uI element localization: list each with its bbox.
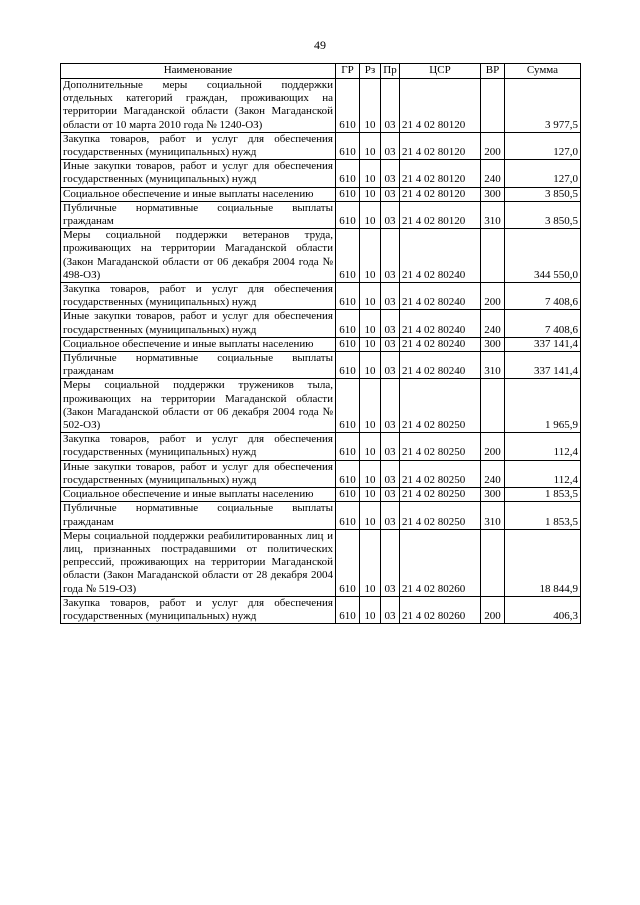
cell-pr: 03 bbox=[381, 187, 400, 201]
cell-csr: 21 4 02 80250 bbox=[400, 502, 481, 529]
cell-name: Публичные нормативные социальные выплаты гражданам bbox=[61, 201, 336, 228]
cell-name: Социальное обеспечение и иные выплаты населению bbox=[61, 187, 336, 201]
header-row bbox=[61, 64, 581, 79]
cell-vr: 200 bbox=[481, 596, 505, 623]
cell-name: Меры социальной поддержки тружеников тыла, проживающих на территории Магаданской области (Закон Магаданской области от 06 декабря 2004 года № 502-ОЗ) bbox=[61, 379, 336, 433]
header-gr: ГР bbox=[336, 64, 360, 79]
cell-rz: 10 bbox=[360, 379, 381, 433]
cell-name: Социальное обеспечение и иные выплаты населению bbox=[61, 488, 336, 502]
table-row bbox=[61, 379, 581, 433]
cell-pr: 03 bbox=[381, 201, 400, 228]
cell-sum: 112,4 bbox=[505, 433, 581, 460]
cell-name: Социальное обеспечение и иные выплаты населению bbox=[61, 337, 336, 351]
cell-rz: 10 bbox=[360, 433, 381, 460]
cell-sum: 1 853,5 bbox=[505, 488, 581, 502]
cell-name: Закупка товаров, работ и услуг для обеспечения государственных (муниципальных) нужд bbox=[61, 132, 336, 159]
cell-csr: 21 4 02 80240 bbox=[400, 229, 481, 283]
cell-gr: 610 bbox=[336, 460, 360, 487]
cell-pr: 03 bbox=[381, 596, 400, 623]
cell-pr: 03 bbox=[381, 502, 400, 529]
cell-vr: 200 bbox=[481, 283, 505, 310]
cell-name: Меры социальной поддержки ветеранов труда, проживающих на территории Магаданской области (Закон Магаданской области от 06 декабря 2004 года № 498-ОЗ) bbox=[61, 229, 336, 283]
cell-name: Иные закупки товаров, работ и услуг для обеспечения государственных (муниципальных) нужд bbox=[61, 460, 336, 487]
cell-sum: 1 965,9 bbox=[505, 379, 581, 433]
budget-table bbox=[60, 63, 581, 624]
cell-csr: 21 4 02 80250 bbox=[400, 488, 481, 502]
cell-name: Публичные нормативные социальные выплаты гражданам bbox=[61, 502, 336, 529]
cell-rz: 10 bbox=[360, 596, 381, 623]
cell-gr: 610 bbox=[336, 596, 360, 623]
cell-vr: 300 bbox=[481, 337, 505, 351]
cell-rz: 10 bbox=[360, 352, 381, 379]
cell-name: Закупка товаров, работ и услуг для обеспечения государственных (муниципальных) нужд bbox=[61, 433, 336, 460]
cell-vr bbox=[481, 379, 505, 433]
cell-sum: 3 977,5 bbox=[505, 79, 581, 133]
cell-csr: 21 4 02 80120 bbox=[400, 187, 481, 201]
cell-rz: 10 bbox=[360, 79, 381, 133]
cell-csr: 21 4 02 80260 bbox=[400, 529, 481, 596]
cell-vr: 200 bbox=[481, 433, 505, 460]
cell-sum: 344 550,0 bbox=[505, 229, 581, 283]
cell-name: Иные закупки товаров, работ и услуг для обеспечения государственных (муниципальных) нужд bbox=[61, 160, 336, 187]
cell-rz: 10 bbox=[360, 529, 381, 596]
cell-gr: 610 bbox=[336, 79, 360, 133]
table-row bbox=[61, 352, 581, 379]
cell-gr: 610 bbox=[336, 488, 360, 502]
cell-rz: 10 bbox=[360, 160, 381, 187]
cell-sum: 3 850,5 bbox=[505, 187, 581, 201]
cell-vr: 200 bbox=[481, 132, 505, 159]
cell-pr: 03 bbox=[381, 160, 400, 187]
table-row bbox=[61, 596, 581, 623]
cell-gr: 610 bbox=[336, 352, 360, 379]
cell-csr: 21 4 02 80260 bbox=[400, 596, 481, 623]
cell-vr: 310 bbox=[481, 201, 505, 228]
cell-rz: 10 bbox=[360, 283, 381, 310]
cell-gr: 610 bbox=[336, 229, 360, 283]
cell-rz: 10 bbox=[360, 229, 381, 283]
cell-gr: 610 bbox=[336, 283, 360, 310]
table-row bbox=[61, 283, 581, 310]
cell-name: Дополнительные меры социальной поддержки отдельных категорий граждан, проживающих на территории Магаданской области (Закон Магаданской области от 10 марта 2010 года № 1240-ОЗ) bbox=[61, 79, 336, 133]
cell-sum: 337 141,4 bbox=[505, 352, 581, 379]
cell-pr: 03 bbox=[381, 488, 400, 502]
cell-pr: 03 bbox=[381, 132, 400, 159]
cell-sum: 7 408,6 bbox=[505, 310, 581, 337]
cell-vr bbox=[481, 79, 505, 133]
cell-csr: 21 4 02 80120 bbox=[400, 160, 481, 187]
cell-gr: 610 bbox=[336, 201, 360, 228]
cell-vr: 300 bbox=[481, 488, 505, 502]
cell-name: Меры социальной поддержки реабилитированных лиц и лиц, признанных пострадавшими от политических репрессий, проживающих на территории Магаданской области (Закон Магаданской области от 28 декабря 2004 года № 519-ОЗ) bbox=[61, 529, 336, 596]
table-row bbox=[61, 201, 581, 228]
cell-gr: 610 bbox=[336, 502, 360, 529]
cell-gr: 610 bbox=[336, 337, 360, 351]
cell-gr: 610 bbox=[336, 160, 360, 187]
cell-gr: 610 bbox=[336, 187, 360, 201]
cell-csr: 21 4 02 80250 bbox=[400, 379, 481, 433]
table-row bbox=[61, 229, 581, 283]
cell-vr bbox=[481, 529, 505, 596]
cell-name: Иные закупки товаров, работ и услуг для обеспечения государственных (муниципальных) нужд bbox=[61, 310, 336, 337]
table-row bbox=[61, 529, 581, 596]
cell-vr: 310 bbox=[481, 352, 505, 379]
cell-pr: 03 bbox=[381, 433, 400, 460]
cell-rz: 10 bbox=[360, 502, 381, 529]
cell-gr: 610 bbox=[336, 310, 360, 337]
table-row bbox=[61, 187, 581, 201]
cell-name: Закупка товаров, работ и услуг для обеспечения государственных (муниципальных) нужд bbox=[61, 283, 336, 310]
table-row bbox=[61, 79, 581, 133]
page-number: 49 bbox=[314, 38, 326, 52]
cell-name: Закупка товаров, работ и услуг для обеспечения государственных (муниципальных) нужд bbox=[61, 596, 336, 623]
cell-sum: 3 850,5 bbox=[505, 201, 581, 228]
cell-pr: 03 bbox=[381, 310, 400, 337]
cell-pr: 03 bbox=[381, 283, 400, 310]
cell-vr bbox=[481, 229, 505, 283]
cell-vr: 240 bbox=[481, 160, 505, 187]
cell-pr: 03 bbox=[381, 337, 400, 351]
cell-gr: 610 bbox=[336, 529, 360, 596]
table-row bbox=[61, 460, 581, 487]
cell-vr: 240 bbox=[481, 310, 505, 337]
cell-gr: 610 bbox=[336, 433, 360, 460]
header-sum: Сумма bbox=[505, 64, 581, 79]
cell-pr: 03 bbox=[381, 229, 400, 283]
table-row bbox=[61, 160, 581, 187]
table-row bbox=[61, 337, 581, 351]
cell-pr: 03 bbox=[381, 379, 400, 433]
cell-csr: 21 4 02 80240 bbox=[400, 352, 481, 379]
cell-sum: 18 844,9 bbox=[505, 529, 581, 596]
table-row bbox=[61, 488, 581, 502]
cell-sum: 1 853,5 bbox=[505, 502, 581, 529]
cell-sum: 406,3 bbox=[505, 596, 581, 623]
header-name: Наименование bbox=[61, 64, 336, 79]
cell-rz: 10 bbox=[360, 337, 381, 351]
cell-csr: 21 4 02 80120 bbox=[400, 79, 481, 133]
cell-csr: 21 4 02 80240 bbox=[400, 337, 481, 351]
header-rz: Рз bbox=[360, 64, 381, 79]
cell-rz: 10 bbox=[360, 187, 381, 201]
header-csr: ЦСР bbox=[400, 64, 481, 79]
cell-gr: 610 bbox=[336, 132, 360, 159]
cell-csr: 21 4 02 80120 bbox=[400, 201, 481, 228]
cell-pr: 03 bbox=[381, 352, 400, 379]
cell-csr: 21 4 02 80240 bbox=[400, 310, 481, 337]
cell-sum: 337 141,4 bbox=[505, 337, 581, 351]
cell-rz: 10 bbox=[360, 460, 381, 487]
cell-sum: 7 408,6 bbox=[505, 283, 581, 310]
table-row bbox=[61, 132, 581, 159]
cell-gr: 610 bbox=[336, 379, 360, 433]
table-row bbox=[61, 502, 581, 529]
cell-sum: 127,0 bbox=[505, 160, 581, 187]
cell-sum: 112,4 bbox=[505, 460, 581, 487]
cell-vr: 310 bbox=[481, 502, 505, 529]
cell-rz: 10 bbox=[360, 132, 381, 159]
cell-pr: 03 bbox=[381, 460, 400, 487]
cell-vr: 240 bbox=[481, 460, 505, 487]
cell-rz: 10 bbox=[360, 488, 381, 502]
cell-pr: 03 bbox=[381, 79, 400, 133]
cell-rz: 10 bbox=[360, 310, 381, 337]
cell-csr: 21 4 02 80250 bbox=[400, 433, 481, 460]
cell-pr: 03 bbox=[381, 529, 400, 596]
header-pr: Пр bbox=[381, 64, 400, 79]
cell-csr: 21 4 02 80240 bbox=[400, 283, 481, 310]
cell-csr: 21 4 02 80250 bbox=[400, 460, 481, 487]
cell-csr: 21 4 02 80120 bbox=[400, 132, 481, 159]
cell-name: Публичные нормативные социальные выплаты гражданам bbox=[61, 352, 336, 379]
table-row bbox=[61, 433, 581, 460]
cell-vr: 300 bbox=[481, 187, 505, 201]
table-row bbox=[61, 310, 581, 337]
header-vr: ВР bbox=[481, 64, 505, 79]
cell-rz: 10 bbox=[360, 201, 381, 228]
cell-sum: 127,0 bbox=[505, 132, 581, 159]
